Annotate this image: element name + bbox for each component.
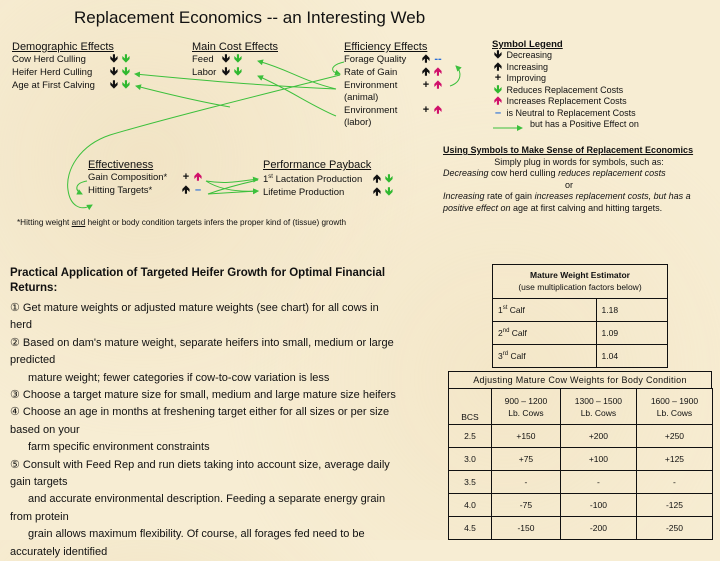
efficiency-row-sub: (animal) (344, 92, 379, 103)
reduces-cost-arrow-icon: 🡻 (122, 66, 130, 78)
example-1: Decreasing cow herd culling reduces replacement costs (443, 168, 666, 178)
efficiency-row-sub: (labor) (344, 117, 372, 128)
step-line: ① Get mature weights or adjusted mature weights (see chart) for all cows in (10, 302, 379, 314)
demographic-row: Cow Herd Culling 🡻 🡻 (12, 53, 132, 66)
symbol-legend (492, 39, 639, 131)
table-row: 4.5 -150 -200 -250 (449, 517, 713, 540)
reduces-cost-arrow-icon: 🡻 (385, 186, 393, 199)
table-row: 4.0 -75 -100 -125 (449, 494, 713, 517)
increasing-arrow-icon: 🡹 (422, 53, 430, 65)
improving-plus-icon: + (422, 79, 430, 91)
table-row: 3.0 +75 +100 +125 (449, 448, 713, 471)
increasing-arrow-icon: 🡹 (373, 186, 381, 199)
using-symbols-box: Using Symbols to Make Sense of Replacement Economics Simply plug in words for symbols, such as: Decreasing cow herd culling reduces replacement costs or Increasing rate of gain increases replacement costs, but has a positive effect on age at first calving and hitting targets. (443, 145, 715, 214)
increases-cost-arrow-icon: 🡹 (434, 66, 442, 78)
effectiveness-row: Hitting Targets* 🡹 – (88, 184, 204, 197)
using-symbols-header: Using Symbols to Make Sense of Replacement Economics (443, 145, 694, 155)
main-cost-effects (192, 41, 278, 79)
decreasing-arrow-icon: 🡻 (222, 53, 230, 65)
effectiveness (88, 159, 204, 197)
efficiency-row: Environment + 🡹 (344, 104, 444, 117)
neutral-dash-icon: – (194, 184, 202, 196)
adjusting-caption: Adjusting Mature Cow Weights for Body Condition (448, 371, 712, 389)
practical-title: Practical Application of Targeted Heifer Growth for Optimal Financial Returns: (10, 267, 386, 294)
efficiency-row: Environment + 🡹 (344, 79, 444, 92)
reduces-cost-arrow-icon: 🡻 (122, 79, 130, 91)
step-line: farm specific environment constraints (28, 441, 210, 454)
table-row: 3.5 - - - (449, 471, 713, 494)
improving-plus-icon: + (422, 104, 430, 116)
step-line: ② Based on dam's mature weight, separate heifers into small, medium or large (10, 336, 394, 349)
step-line: grain allows maximum flexibility. Of course, all forages fed need to be (28, 528, 365, 541)
main-cost-row: Feed 🡻 🡻 (192, 53, 278, 66)
step-line: predicted (10, 354, 56, 367)
increases-cost-arrow-icon: 🡹 (194, 171, 202, 183)
demographic-row: Heifer Herd Culling 🡻 🡻 (12, 66, 132, 79)
decreasing-arrow-icon: 🡻 (110, 79, 118, 91)
demographic-header: Demographic Effects (12, 41, 114, 53)
payback-row: 1st Lactation Production 🡹 🡻 (263, 171, 395, 186)
footnote: *Hitting weight and height or body condition targets infers the proper kind of (tissue) growth (17, 218, 347, 227)
effectiveness-header: Effectiveness (88, 159, 154, 171)
body-condition-table (448, 388, 713, 540)
reduces-cost-arrow-icon: 🡻 (122, 53, 130, 65)
payback-row: Lifetime Production 🡹 🡻 (263, 186, 395, 199)
legend-item: 🡹 Increasing (492, 62, 639, 74)
step-line: based on your (10, 423, 80, 436)
step-line: gain targets (10, 476, 68, 489)
legend-item: + Improving (492, 73, 639, 85)
efficiency-row: Rate of Gain 🡹 🡹 (344, 66, 444, 79)
demographic-effects (12, 41, 132, 92)
legend-item: but has a Positive Effect on (530, 119, 639, 129)
legend-item: 🡻 Decreasing (492, 50, 639, 62)
improving-plus-icon: + (182, 171, 190, 183)
step-line: mature weight; fewer categories if cow-to-cow variation is less (28, 371, 330, 384)
increasing-arrow-icon: 🡹 (422, 66, 430, 78)
practical-steps (10, 300, 440, 561)
step-line: herd (10, 319, 33, 332)
mwe-caption: Mature Weight Estimator (use multiplication factors below) (493, 265, 668, 299)
performance-payback (263, 159, 395, 199)
increases-cost-arrow-icon: 🡹 (434, 104, 442, 116)
increasing-arrow-icon: 🡹 (373, 173, 381, 186)
reduces-cost-arrow-icon: 🡻 (234, 66, 242, 78)
efficiency-row: Forage Quality 🡹 -- (344, 53, 444, 66)
increases-cost-arrow-icon: 🡹 (494, 95, 502, 107)
step-line: ④ Choose an age in months at freshening target either for all sizes or per size (10, 406, 390, 419)
legend-item: – is Neutral to Replacement Costs (492, 108, 639, 120)
step-line: from protein (10, 510, 69, 523)
reduces-cost-arrow-icon: 🡻 (385, 173, 393, 186)
step-line: ⑤ Consult with Feed Rep and run diets taking into account size, average daily (10, 458, 390, 471)
step-line: accurately identified (10, 545, 108, 558)
effectiveness-row: Gain Composition* + 🡹 (88, 171, 204, 184)
table-row: 1st Calf 1.18 (493, 299, 668, 322)
legend-item: 🡹 Increases Replacement Costs (492, 96, 639, 108)
step-line: ③ Choose a target mature size for small, medium and large mature size heifers (10, 389, 396, 402)
reduces-cost-arrow-icon: 🡻 (494, 83, 502, 96)
decreasing-arrow-icon: 🡻 (110, 66, 118, 78)
main-cost-header: Main Cost Effects (192, 41, 278, 53)
table-header-row: BCS 900 – 1200 Lb. Cows 1300 – 1500 Lb. Cows 1600 – 1900 Lb. Cows (449, 389, 713, 425)
example-2: Increasing rate of gain increases replacement costs, but has a positive effect on age at first calving and hitting targets. (443, 191, 691, 213)
efficiency-header: Efficiency Effects (344, 41, 428, 53)
main-cost-row: Labor 🡻 🡻 (192, 66, 278, 79)
increasing-arrow-icon: 🡹 (182, 184, 190, 196)
table-row: 3rd Calf 1.04 (493, 345, 668, 368)
legend-header: Symbol Legend (492, 39, 563, 50)
decreasing-arrow-icon: 🡻 (222, 66, 230, 78)
page-title: Replacement Economics -- an Interesting Web (74, 8, 426, 27)
reduces-cost-arrow-icon: 🡻 (234, 53, 242, 65)
increases-cost-arrow-icon: 🡹 (434, 79, 442, 91)
decreasing-arrow-icon: 🡻 (494, 49, 502, 61)
increasing-arrow-icon: 🡹 (494, 60, 502, 73)
table-row: 2nd Calf 1.09 (493, 322, 668, 345)
payback-header: Performance Payback (263, 159, 372, 171)
legend-item: 🡻 Reduces Replacement Costs (492, 85, 639, 97)
table-row: 2.5 +150 +200 +250 (449, 425, 713, 448)
improving-plus-icon: + (494, 72, 502, 84)
mature-weight-estimator-table (492, 264, 668, 368)
decreasing-arrow-icon: 🡻 (110, 53, 118, 65)
efficiency-effects (344, 41, 444, 129)
demographic-row: Age at First Calving 🡻 🡻 (12, 79, 132, 92)
step-line: and accurate environmental description. Feeding a separate energy grain (28, 493, 386, 506)
neutral-dash-icon: -- (434, 53, 442, 65)
neutral-dash-icon: – (494, 106, 502, 119)
